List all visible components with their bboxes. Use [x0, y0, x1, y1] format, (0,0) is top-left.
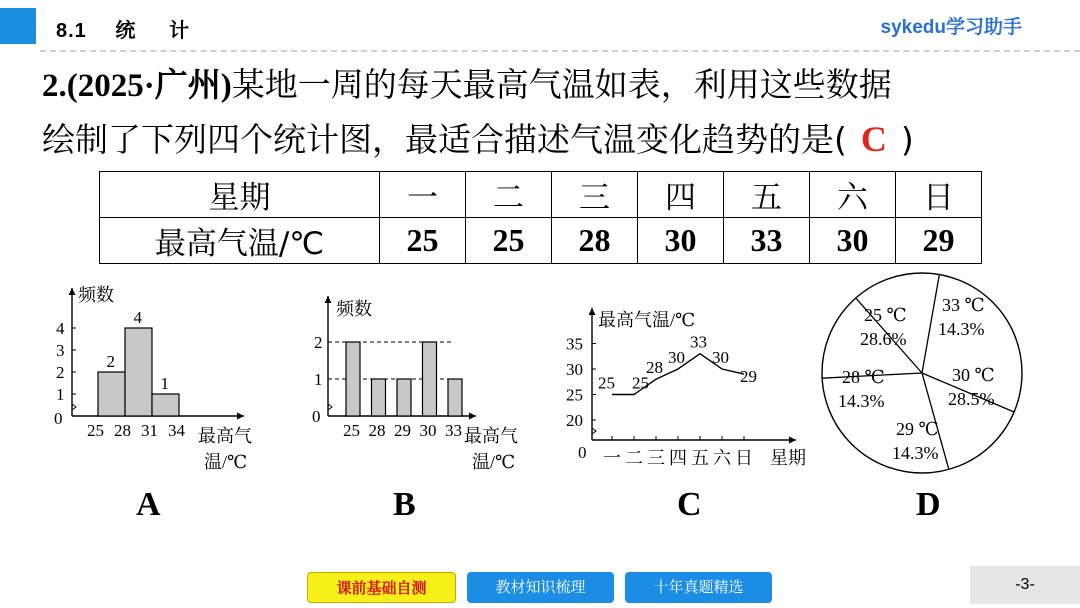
a-bar: [152, 394, 179, 416]
c-data-label: 29: [740, 367, 757, 387]
c-data-label: 25: [632, 373, 649, 393]
c-data-label: 25: [598, 373, 615, 393]
a-x-tick-label: 28: [114, 421, 131, 440]
a-x-tick-label: 34: [168, 421, 185, 440]
a-data-label: 2: [106, 352, 115, 371]
b-x-tick-label: 30: [419, 421, 437, 440]
question-line-1: [42, 58, 1052, 113]
chart-a-histogram: [48, 268, 288, 478]
b-bar: [397, 379, 411, 416]
table-cell-day: 一: [380, 172, 466, 218]
b-bar: [423, 342, 437, 416]
b-y-axis-label: 频数: [336, 299, 372, 319]
nav-button-past-exams[interactable]: 十年真题精选: [625, 572, 772, 603]
temperature-table: [99, 171, 982, 264]
a-data-label: 4: [133, 308, 142, 327]
table-cell-temp: 33: [724, 218, 810, 264]
d-slice-percent: 14.3%: [938, 319, 985, 339]
question-line-1-text: 某地一周的每天最高气温如表，利用这些数据: [231, 65, 892, 104]
b-bar: [346, 342, 360, 416]
c-x-tick-label: 三: [647, 448, 665, 468]
c-x-axis-label: 星期: [770, 448, 806, 468]
b-x-tick-label: 28: [368, 421, 386, 440]
c-y-tick-label: 30: [566, 360, 583, 379]
a-y-tick-label: 1: [56, 385, 65, 404]
b-y-tick-label: 2: [314, 333, 323, 352]
b-origin-label: 0: [312, 407, 321, 426]
table-cell-day: 日: [896, 172, 982, 218]
c-y-axis-arrowhead: [589, 308, 596, 315]
c-x-tick-label: 一: [603, 448, 621, 468]
a-data-label: 1: [160, 374, 169, 393]
c-x-axis-arrowhead: [789, 437, 796, 444]
c-y-axis-label: 最高气温/℃: [598, 310, 696, 330]
c-data-label: 33: [690, 332, 707, 352]
chart-d-pie: [818, 268, 1028, 478]
a-x-tick-label: 31: [141, 421, 158, 440]
c-x-tick-label: 二: [625, 448, 643, 468]
d-slice-percent: 14.3%: [892, 443, 939, 463]
table-row-temps: [100, 218, 982, 264]
brand-logo-text: sykedu学习助手: [880, 17, 1022, 38]
c-x-tick-label: 五: [691, 448, 709, 468]
option-d-label: D: [916, 486, 941, 523]
question-line-2: [42, 113, 1052, 166]
d-slice-label: 29 ℃: [896, 419, 939, 439]
d-slice-percent: 28.5%: [948, 389, 995, 409]
b-x-axis-arrowhead: [469, 413, 476, 420]
table-cell-temp: 30: [638, 218, 724, 264]
a-origin-label: 0: [54, 409, 63, 428]
d-slice-label: 33 ℃: [942, 295, 985, 315]
table-cell-day: 四: [638, 172, 724, 218]
a-y-tick-label: 2: [56, 363, 65, 382]
b-x-tick-label: 25: [343, 421, 360, 440]
answer-letter: C: [860, 119, 887, 159]
question-close-paren: ): [900, 120, 914, 159]
b-bar: [448, 379, 462, 416]
nav-button-textbook-review[interactable]: 教材知识梳理: [467, 572, 614, 603]
a-x-axis-arrowhead: [237, 413, 244, 420]
d-slice-percent: 28.6%: [860, 329, 907, 349]
b-x-axis-label: 温/℃: [472, 452, 516, 472]
section-char-2: 计: [168, 20, 190, 42]
a-x-axis-label: 最高气: [198, 426, 252, 446]
option-a-label: A: [136, 486, 161, 523]
table-cell-temp: 25: [466, 218, 552, 264]
c-y-tick-label: 25: [566, 385, 583, 405]
c-origin-label: 0: [578, 443, 587, 462]
option-b-label: B: [393, 486, 416, 523]
a-y-axis-arrowhead: [69, 288, 76, 295]
header-accent-bar: [0, 8, 36, 44]
table-cell-day: 五: [724, 172, 810, 218]
a-x-tick-label: 25: [87, 421, 104, 440]
c-y-tick-label: 20: [566, 411, 583, 430]
question-text: [42, 58, 1052, 166]
b-y-axis-arrowhead: [325, 296, 332, 303]
table-cell-temp: 28: [552, 218, 638, 264]
c-x-tick-label: 四: [669, 448, 687, 468]
b-x-axis-label: 最高气: [464, 426, 518, 446]
d-slice-label: 30 ℃: [952, 365, 995, 385]
a-y-axis-label: 频数: [78, 285, 114, 305]
table-cell-temp: 30: [810, 218, 896, 264]
section-char-1: 统: [115, 20, 137, 42]
a-x-axis-label: 温/℃: [204, 452, 248, 472]
chart-b-bar: [304, 268, 544, 478]
c-x-tick-label: 日: [735, 448, 753, 468]
table-cell-day: 二: [466, 172, 552, 218]
b-bar: [372, 379, 386, 416]
c-data-label: 30: [668, 348, 685, 367]
question-number: 2.(2025·广州): [42, 68, 232, 104]
section-number: 8.1: [56, 20, 87, 42]
c-y-tick-label: 35: [566, 334, 583, 354]
a-bar: [125, 328, 152, 416]
table-cell-day: 六: [810, 172, 896, 218]
section-title: [56, 14, 190, 43]
option-c-label: C: [677, 486, 702, 523]
a-y-tick-label: 4: [56, 319, 65, 338]
header-divider: [40, 50, 1080, 52]
d-slice-label: 25 ℃: [864, 305, 907, 325]
page-number: -3-: [970, 566, 1080, 604]
a-bar: [98, 372, 125, 416]
c-data-label: 28: [646, 358, 663, 378]
question-line-2-text: 绘制了下列四个统计图，最适合描述气温变化趋势的是(: [42, 120, 847, 159]
table-header-weekday: 星期: [100, 172, 380, 218]
b-y-tick-label: 1: [314, 370, 323, 389]
table-cell-temp: 25: [380, 218, 466, 264]
b-x-tick-label: 33: [445, 421, 462, 440]
d-slice-label: 28 ℃: [842, 367, 885, 387]
table-cell-day: 三: [552, 172, 638, 218]
table-row-days: [100, 172, 982, 218]
chart-c-line: [560, 268, 822, 478]
b-x-tick-label: 29: [394, 421, 411, 440]
table-header-temp: 最高气温/℃: [100, 218, 380, 264]
table-cell-temp: 29: [896, 218, 982, 264]
c-x-tick-label: 六: [713, 448, 731, 468]
a-y-tick-label: 3: [56, 341, 65, 360]
c-data-label: 30: [712, 348, 729, 367]
d-slice-percent: 14.3%: [838, 391, 885, 411]
nav-button-basic-test[interactable]: 课前基础自测: [307, 572, 456, 603]
